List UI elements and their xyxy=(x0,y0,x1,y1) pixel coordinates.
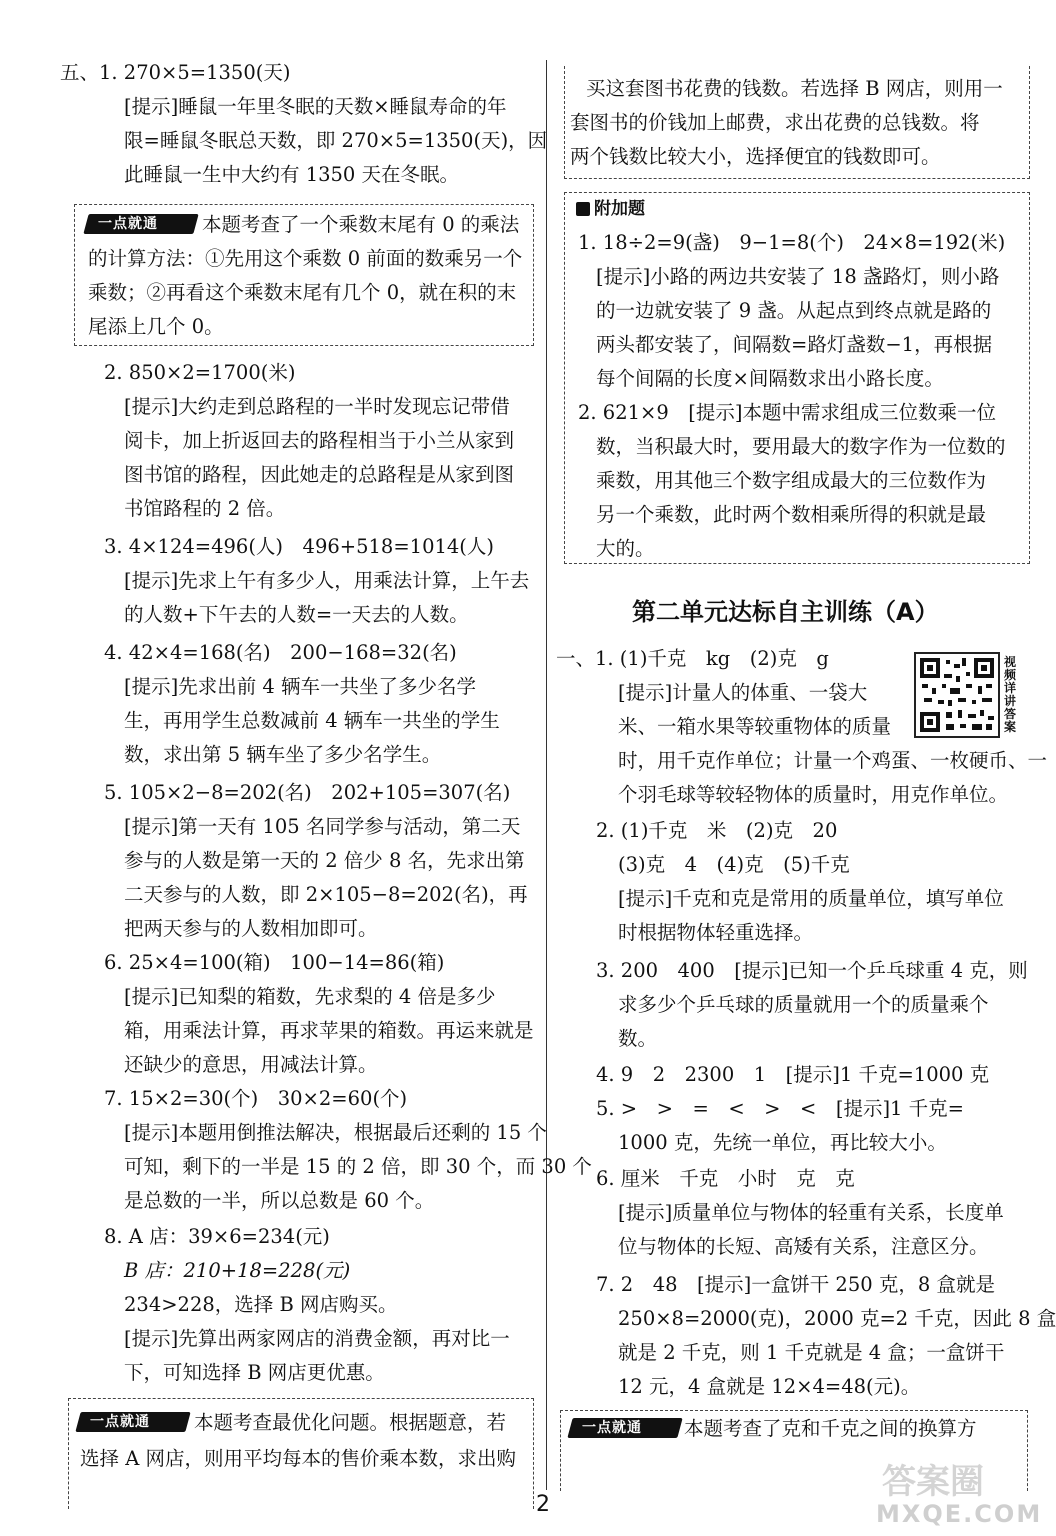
tip-text: 本题考查了一个乘数末尾有 0 的乘法 xyxy=(202,213,520,236)
tip-text: 两个钱数比较大小，选择便宜的钱数即可。 xyxy=(570,145,941,168)
hint-line: 1000 克，先统一单位，再比较大小。 xyxy=(618,1131,947,1154)
tip-text: 乘数；②再看这个乘数末尾有几个 0，就在积的末 xyxy=(88,281,517,304)
hint-line: 250×8=2000(克)，2000 克=2 千克，因此 8 盒 xyxy=(618,1307,1056,1330)
answer-1-1: 一、1. (1)千克 kg (2)克 g xyxy=(556,647,829,670)
hint-line: 生，再用学生总数减前 4 辆车一共坐的学生 xyxy=(124,709,500,732)
answer-5-1: 五、1. 270×5=1350(天) xyxy=(60,61,291,84)
qr-code[interactable] xyxy=(914,652,1000,738)
hint-line: 箱，用乘法计算，再求苹果的箱数。再运来就是 xyxy=(124,1019,534,1042)
column-divider xyxy=(546,60,547,1490)
hint-line: [提示]先算出两家网店的消费金额，再对比一 xyxy=(124,1327,510,1350)
answer-1-5: 5. > > = < > < [提示]1 千克= xyxy=(596,1097,964,1120)
hint-line: 的一边就安装了 9 盏。从起点到终点就是路的 xyxy=(596,299,992,322)
hint-line: 此睡鼠一生中大约有 1350 天在冬眠。 xyxy=(124,163,460,186)
hint-line: 另一个乘数，此时两个数相乘所得的积就是最 xyxy=(596,503,987,526)
hint-line: 两头都安装了，间隔数=路灯盏数−1，再根据 xyxy=(596,333,993,356)
hint-line: [提示]计量人的体重、一袋大 xyxy=(618,681,868,704)
answer-1-6: 6. 厘米 千克 小时 克 克 xyxy=(596,1167,855,1190)
answer-8-b: B 店：210+18=228(元) xyxy=(124,1259,351,1282)
hint-line: 数。 xyxy=(618,1027,658,1050)
answer-1-2: 2. (1)千克 米 (2)克 20 xyxy=(596,819,838,842)
answer-3: 3. 4×124=496(人) 496+518=1014(人) xyxy=(104,535,494,558)
hint-line: [提示]先求上午有多少人，用乘法计算，上午去 xyxy=(124,569,530,592)
hint-line: 下，可知选择 B 网店更优惠。 xyxy=(124,1361,385,1384)
answer-1-7: 7. 2 48 [提示]一盒饼干 250 克，8 盒就是 xyxy=(596,1273,995,1296)
hint-line: 阅卡，加上折返回去的路程相当于小兰从家到 xyxy=(124,429,515,452)
hint-line: 把两天参与的人数相加即可。 xyxy=(124,917,378,940)
hint-line: 可知，剩下的一半是 15 的 2 倍，即 30 个，而 30 个 xyxy=(124,1155,592,1178)
section-title: 第二单元达标自主训练（A） xyxy=(632,598,939,626)
watermark-url: MXQE.COM xyxy=(876,1500,1043,1528)
answer-8-c: 234>228，选择 B 网店购买。 xyxy=(124,1293,398,1316)
answer-1-3: 3. 200 400 [提示]已知一个乒乓球重 4 克，则 xyxy=(596,959,1028,982)
tip-text: 买这套图书花费的钱数。若选择 B 网店，则用一 xyxy=(586,77,1003,100)
bonus-answer-2: 2. 621×9 [提示]本题中需求组成三位数乘一位 xyxy=(578,401,996,424)
hint-line: [提示]质量单位与物体的轻重有关系，长度单 xyxy=(618,1201,1004,1224)
hint-line: 时根据物体轻重选择。 xyxy=(618,921,814,944)
tip-text: 本题考查了克和千克之间的换算方 xyxy=(684,1417,977,1440)
bonus-answer-1: 1. 18÷2=9(盏) 9−1=8(个) 24×8=192(米) xyxy=(578,231,1006,254)
bonus-title: 附加题 xyxy=(594,199,645,219)
answer-7: 7. 15×2=30(个) 30×2=60(个) xyxy=(104,1087,408,1110)
tip-tag-label: 一点就通 xyxy=(90,1414,150,1430)
hint-line: 大的。 xyxy=(596,537,655,560)
tip-text: 的计算方法：①先用这个乘数 0 前面的数乘另一个 xyxy=(88,247,523,270)
hint-line: [提示]睡鼠一年里冬眠的天数×睡鼠寿命的年 xyxy=(124,95,507,118)
hint-line: 的人数+下午去的人数=一天去的人数。 xyxy=(124,603,469,626)
hint-line: [提示]大约走到总路程的一半时发现忘记带借 xyxy=(124,395,510,418)
answer-4: 4. 42×4=168(名) 200−168=32(名) xyxy=(104,641,457,664)
hint-line: 米、一箱水果等较重物体的质量 xyxy=(618,715,892,738)
hint-line: 书馆路程的 2 倍。 xyxy=(124,497,286,520)
hint-line: 乘数，用其他三个数字组成最大的三位数作为 xyxy=(596,469,987,492)
tip-tag-label: 一点就通 xyxy=(582,1420,642,1436)
answer-1-4: 4. 9 2 2300 1 [提示]1 千克=1000 克 xyxy=(596,1063,990,1086)
tip-text: 尾添上几个 0。 xyxy=(88,315,224,338)
hint-line: 参与的人数是第一天的 2 倍少 8 名，先求出第 xyxy=(124,849,525,872)
hint-line: 数，当积最大时，要用最大的数字作为一位数的 xyxy=(596,435,1006,458)
hint-line: [提示]本题用倒推法解决，根据最后还剩的 15 个 xyxy=(124,1121,547,1144)
watermark-logo: 答案圈 xyxy=(882,1462,984,1502)
hint-line: 求多少个乒乓球的质量就用一个的质量乘个 xyxy=(618,993,989,1016)
answer-6: 6. 25×4=100(箱) 100−14=86(箱) xyxy=(104,951,445,974)
hint-line: [提示]先求出前 4 辆车一共坐了多少名学 xyxy=(124,675,477,698)
hint-line: 个羽毛球等较轻物体的质量时，用克作单位。 xyxy=(618,783,1009,806)
qr-caption: 视频详讲答案 xyxy=(1003,655,1016,734)
hint-line: 就是 2 千克，则 1 千克就是 4 盒；一盒饼干 xyxy=(618,1341,1005,1364)
qr-code-icon xyxy=(916,654,998,736)
hint-line: 是总数的一半，所以总数是 60 个。 xyxy=(124,1189,435,1212)
tip-text: 选择 A 网店，则用平均每本的售价乘本数，求出购 xyxy=(80,1447,516,1470)
answer-5: 5. 105×2−8=202(名) 202+105=307(名) xyxy=(104,781,511,804)
hint-line: 数，求出第 5 辆车坐了多少名学生。 xyxy=(124,743,442,766)
hint-line: [提示]已知梨的箱数，先求梨的 4 倍是多少 xyxy=(124,985,496,1008)
tip-text: 本题考查最优化问题。根据题意，若 xyxy=(194,1411,507,1434)
tip-text: 套图书的价钱加上邮费，求出花费的总钱数。将 xyxy=(570,111,980,134)
hint-line: [提示]第一天有 105 名同学参与活动，第二天 xyxy=(124,815,521,838)
hint-line: 还缺少的意思，用减法计算。 xyxy=(124,1053,378,1076)
hint-line: [提示]小路的两边共安装了 18 盏路灯，则小路 xyxy=(596,265,1000,288)
bonus-icon xyxy=(576,202,590,216)
hint-line: 图书馆的路程，因此她走的总路程是从家到图 xyxy=(124,463,515,486)
hint-line: 限=睡鼠冬眠总天数，即 270×5=1350(天)，因 xyxy=(124,129,548,152)
hint-line: 12 元，4 盒就是 12×4=48(元)。 xyxy=(618,1375,921,1398)
page-number: 2 xyxy=(536,1492,550,1517)
answer-1-2-cont: (3)克 4 (4)克 (5)千克 xyxy=(618,853,850,876)
hint-line: [提示]千克和克是常用的质量单位，填写单位 xyxy=(618,887,1004,910)
hint-line: 每个间隔的长度×间隔数求出小路长度。 xyxy=(596,367,944,390)
hint-line: 时，用千克作单位；计量一个鸡蛋、一枚硬币、一 xyxy=(618,749,1048,772)
answer-2: 2. 850×2=1700(米) xyxy=(104,361,296,384)
answer-8: 8. A 店：39×6=234(元) xyxy=(104,1225,330,1248)
hint-line: 位与物体的长短、高矮有关系，注意区分。 xyxy=(618,1235,989,1258)
tip-tag-label: 一点就通 xyxy=(98,216,158,232)
hint-line: 二天参与的人数，即 2×105−8=202(名)，再 xyxy=(124,883,528,906)
